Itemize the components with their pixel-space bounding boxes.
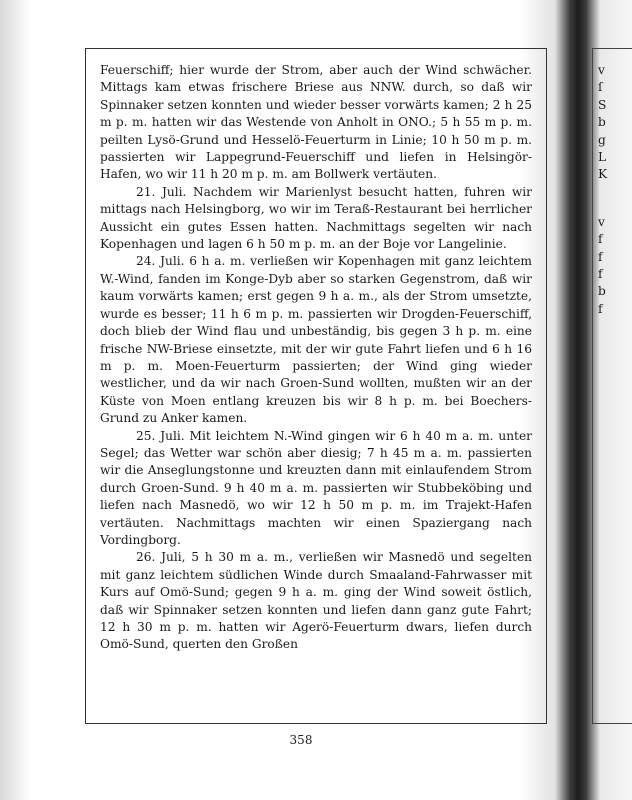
facing-line: v — [598, 63, 605, 77]
paragraph-4: 25. Juli. Mit leichtem N.-Wind gingen wir 6 h 40 m a. m. unter Segel; das Wetter war schön aber diesig; 7 h 45 m a. m. passierten wir die Anseglungstonne und kreuzten dann mit einlaufendem Strom durch Groen-Sund. 9 h 40 m a. m. passierten wir Stubbeköbing und liefen nach Masnedö, wo wir 12 h 50 m p. m. im Trajekt-Hafen vertäuten. Nachmittags machten wir einen Spaziergang nach Vordingborg. — [100, 428, 532, 547]
facing-page-text-fragments — [598, 62, 632, 318]
facing-line: f — [598, 232, 603, 247]
facing-line: K — [598, 167, 608, 182]
paragraph-2: 21. Juli. Nachdem wir Marienlyst besucht hatten, fuhren wir mittags nach Helsingborg, wo wir im Teraß-Restaurant bei herrlicher Aussicht ein gutes Essen hatten. Nachmittags segelten wir nach Kopenhagen und lagen 6 h 50 m p. m. an der Boje vor Langelinie. — [100, 184, 532, 252]
facing-line: g — [598, 132, 606, 147]
facing-line — [598, 184, 632, 214]
facing-line: v — [598, 214, 605, 229]
paragraph-3: 24. Juli. 6 h a. m. verließen wir Kopenhagen mit ganz leichtem W.-Wind, fanden im Konge-Dyb aber so starken Gegenstrom, daß wir kaum vorwärts kamen; erst gegen 9 h a. m., als der Strom umsetzte, wurde es besser; 11 h 6 m p. m. passierten wir Drogden-Feuerschiff, doch blieb der Wind flau und unbeständig, bis gegen 3 h p. m. eine frische NW-Briese einsetzte, mit der wir gute Fahrt liefen und 6 h 16 m p. m. Moen-Feuerturm passierten; der Wind ging wieder westlicher, und da wir nach Groen-Sund wollten, mußten wir an der Küste von Moen entlang kreuzen bis wir 8 h p. m. bei Boechers-Grund zu Anker kamen. — [100, 254, 532, 426]
facing-line: b — [598, 284, 606, 299]
facing-line: f — [598, 301, 603, 316]
page-number: 358 — [289, 733, 313, 747]
paragraph-1: Feuerschiff; hier wurde der Strom, aber auch der Wind schwächer. Mittags kam etwas frischere Briese aus NNW. durch, so daß wir Spinnaker setzen konnten und wieder besser vorwärts kamen; 2 h 25 m p. m. hatten wir das Westende von Anholt in ONO.; 5 h 55 m p. m. peilten Lysö-Grund und Hesselö-Feuerturm in Linie; 10 h 50 m p. m. passierten wir Lappegrund-Feuerschiff und liefen in Helsingör-Hafen, wo wir 11 h 20 m p. m. am Bollwerk vertäuten. — [100, 63, 532, 182]
page-body-text — [100, 62, 532, 654]
paragraph-5: 26. Juli, 5 h 30 m a. m., verließen wir Masnedö und segelten mit ganz leichtem südlichen Winde durch Smaaland-Fahrwasser mit Kurs auf Omö-Sund; gegen 9 h a. m. ging der Wind soweit östlich, daß wir Spinnaker setzen konnten und liefen dann ganz gute Fahrt; 12 h 30 m p. m. hatten wir Agerö-Feuerturm dwars, liefen durch Omö-Sund, querten den Großen — [100, 550, 532, 652]
facing-line: S — [598, 97, 607, 112]
facing-line: ſ — [598, 80, 603, 95]
facing-line: b — [598, 115, 606, 130]
facing-line: f — [598, 249, 603, 264]
facing-line: f — [598, 266, 603, 281]
facing-line: L — [598, 149, 607, 164]
